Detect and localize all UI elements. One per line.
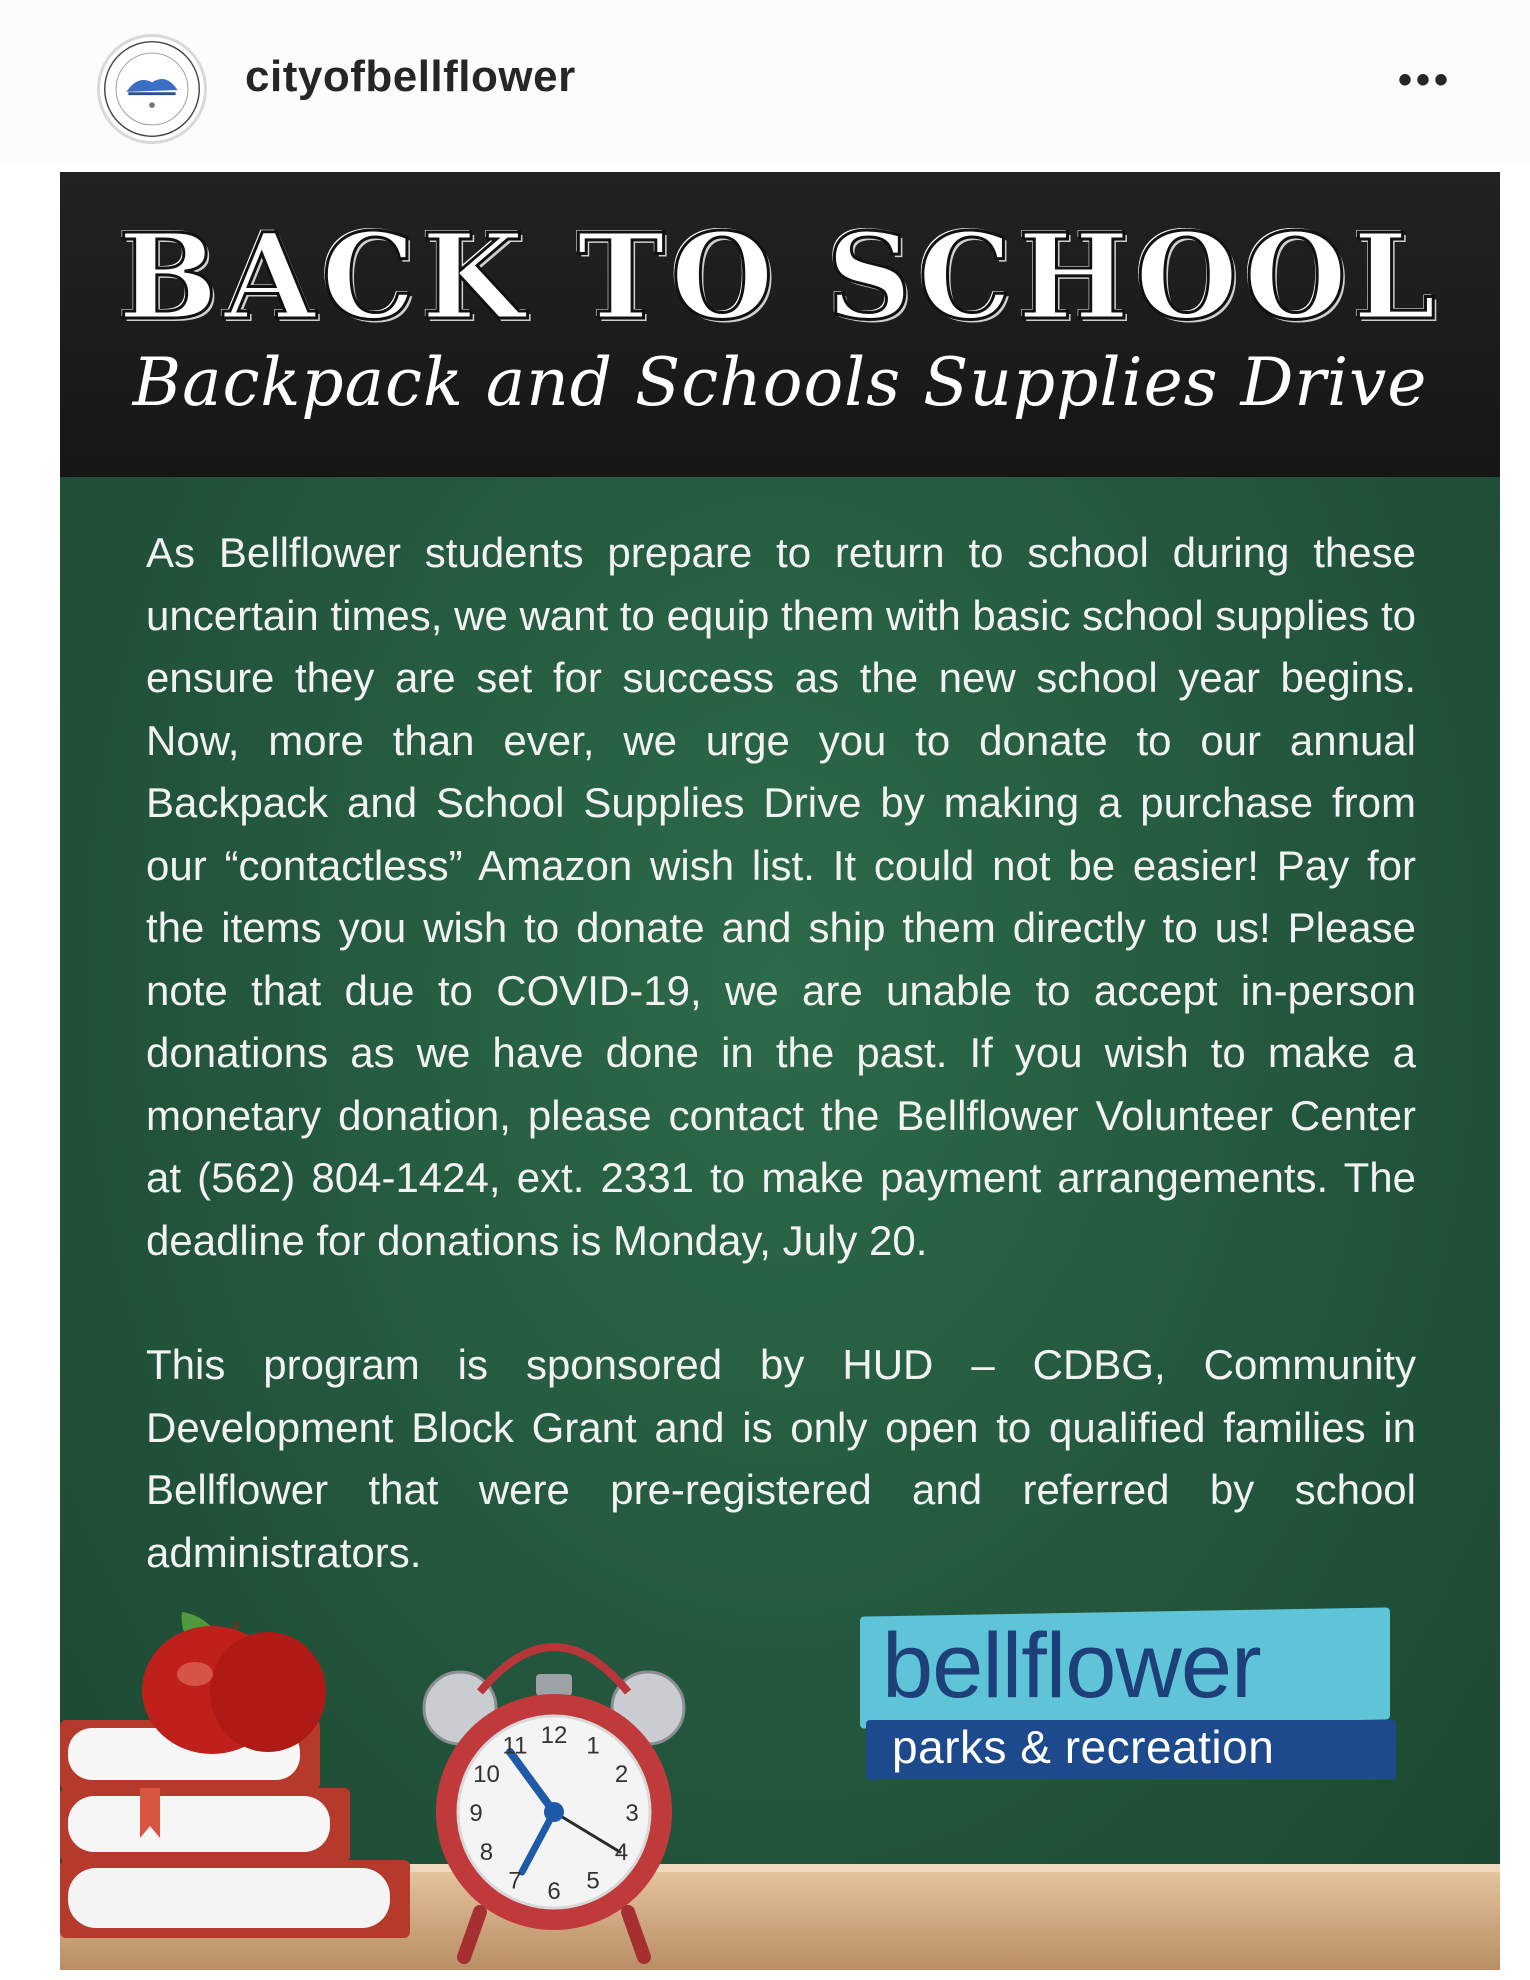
flyer-title: BACK TO SCHOOL — [118, 207, 1442, 346]
logo-subtitle: parks & recreation — [892, 1721, 1275, 1773]
clock-number: 1 — [586, 1732, 600, 1760]
clock-number: 10 — [473, 1761, 500, 1788]
flyer-body — [146, 522, 1416, 1646]
username[interactable]: cityofbellflower — [245, 52, 576, 101]
avatar[interactable] — [97, 34, 207, 144]
books-icon — [60, 1720, 410, 1938]
more-options-icon[interactable]: ••• — [1397, 57, 1452, 102]
clock-number: 5 — [586, 1867, 600, 1895]
clock-number: 6 — [547, 1878, 561, 1905]
alarm-clock-icon — [424, 1647, 684, 1957]
clock-number: 9 — [469, 1800, 483, 1827]
clock-number: 8 — [479, 1839, 494, 1866]
clock-number: 12 — [540, 1722, 568, 1749]
apple-icon — [142, 1612, 326, 1754]
city-seal-icon — [100, 37, 204, 141]
clock-number: 11 — [502, 1732, 528, 1760]
parks-recreation-logo[interactable] — [860, 1612, 1400, 1782]
post-header — [0, 0, 1530, 165]
flyer-image — [60, 172, 1500, 1970]
title-banner — [60, 172, 1500, 477]
clock-number: 4 — [614, 1839, 629, 1866]
body-paragraph: This program is sponsored by HUD – CDBG, Community Development Block Grant and is only open to qualified families in Bellflower that were pre-registered and referred by school administrators. — [146, 1341, 1416, 1576]
logo-word: bellflower — [882, 1615, 1261, 1717]
clock-number: 3 — [625, 1800, 639, 1827]
clock-number: 7 — [508, 1867, 522, 1895]
clock-number: 2 — [614, 1761, 629, 1788]
flyer-subtitle: Backpack and Schools Supplies Drive — [132, 344, 1428, 421]
school-illustration — [60, 1612, 760, 1970]
body-paragraph: As Bellflower students prepare to return to school during these uncertain times, we want to equip them with basic school supplies to ensure they are set for success as the new school year begins. Now, more than ever, we urge you to donate to our annual Backpack and School Supplies Drive by making a purchase from our “contactless” Amazon wish list. It could not be easier! Pay for the items you wish to donate and ship them directly to us! Please note that due to COVID-19, we are unable to accept in-person donations as we have done in the past. If you wish to make a monetary donation, please contact the Bellflower Volunteer Center at (562) 804-1424, ext. 2331 to make payment arrangements. The deadline for donations is Monday, July 20. — [146, 529, 1416, 1264]
